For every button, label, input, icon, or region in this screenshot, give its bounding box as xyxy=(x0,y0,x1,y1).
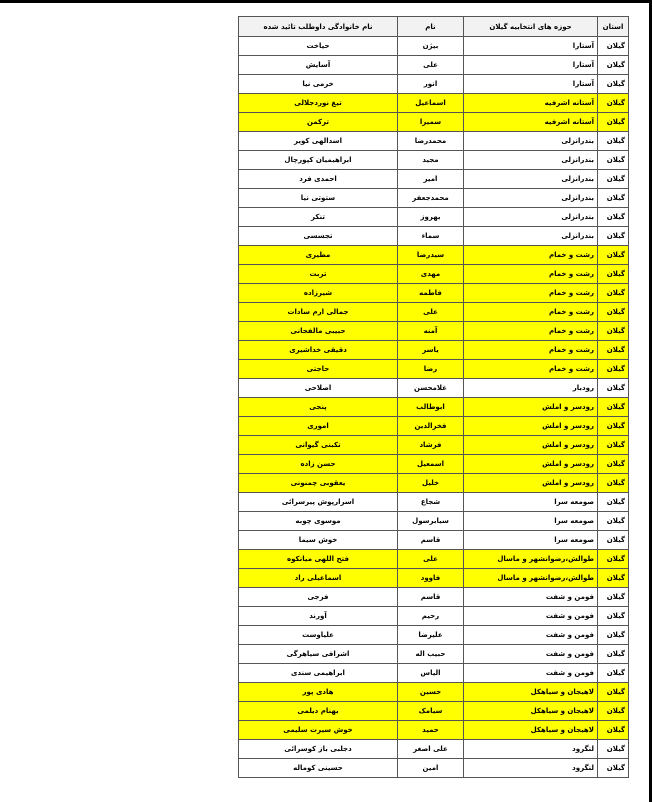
table-row xyxy=(239,113,629,132)
cell-first-name: محمدرضا xyxy=(398,132,464,151)
cell-first-name: آمنه xyxy=(398,322,464,341)
table-row xyxy=(239,645,629,664)
cell-first-name: امیر xyxy=(398,170,464,189)
cell-province: گیلان xyxy=(598,75,629,94)
cell-first-name: علی xyxy=(398,550,464,569)
cell-family-name: بهنام دیلمی xyxy=(239,702,398,721)
cell-province: گیلان xyxy=(598,132,629,151)
cell-province: گیلان xyxy=(598,303,629,322)
cell-province: گیلان xyxy=(598,189,629,208)
table-row xyxy=(239,94,629,113)
cell-province: گیلان xyxy=(598,227,629,246)
cell-district: بندرانزلی xyxy=(464,208,598,227)
cell-province: گیلان xyxy=(598,246,629,265)
cell-province: گیلان xyxy=(598,607,629,626)
cell-first-name: بیژن xyxy=(398,37,464,56)
header-province: استان xyxy=(598,17,629,37)
cell-first-name: فرشاد xyxy=(398,436,464,455)
table-row xyxy=(239,303,629,322)
cell-district: لاهیجان و سیاهکل xyxy=(464,721,598,740)
cell-first-name: مجید xyxy=(398,151,464,170)
cell-district: رشت و خمام xyxy=(464,265,598,284)
cell-district: رشت و خمام xyxy=(464,303,598,322)
header-family-name: نام خانوادگی داوطلب تائید شده xyxy=(239,17,398,37)
cell-family-name: تیغ نوردجلالی xyxy=(239,94,398,113)
cell-family-name: فتح اللهی میانکوه xyxy=(239,550,398,569)
cell-district: فومن و شفت xyxy=(464,588,598,607)
table-row xyxy=(239,436,629,455)
cell-first-name: حبیب اله xyxy=(398,645,464,664)
cell-district: رودبار xyxy=(464,379,598,398)
cell-family-name: موسوی چوبه xyxy=(239,512,398,531)
table-body xyxy=(239,37,629,778)
cell-family-name: ترکمن xyxy=(239,113,398,132)
cell-family-name: حاجتی xyxy=(239,360,398,379)
table-row xyxy=(239,284,629,303)
cell-district: بندرانزلی xyxy=(464,189,598,208)
cell-district: صومعه سرا xyxy=(464,493,598,512)
cell-province: گیلان xyxy=(598,151,629,170)
cell-province: گیلان xyxy=(598,550,629,569)
table-row xyxy=(239,208,629,227)
table-row xyxy=(239,588,629,607)
candidates-table xyxy=(238,16,629,778)
table-row xyxy=(239,265,629,284)
table-row xyxy=(239,474,629,493)
cell-family-name: اسدالهی کویر xyxy=(239,132,398,151)
cell-family-name: شیرزاده xyxy=(239,284,398,303)
cell-province: گیلان xyxy=(598,626,629,645)
cell-province: گیلان xyxy=(598,56,629,75)
cell-family-name: اسماعیلی راد xyxy=(239,569,398,588)
cell-family-name: تربت xyxy=(239,265,398,284)
cell-district: صومعه سرا xyxy=(464,531,598,550)
cell-province: گیلان xyxy=(598,683,629,702)
table-row xyxy=(239,322,629,341)
table-row xyxy=(239,398,629,417)
cell-family-name: فرجی xyxy=(239,588,398,607)
table-row xyxy=(239,75,629,94)
table-row xyxy=(239,379,629,398)
cell-district: رشت و خمام xyxy=(464,322,598,341)
cell-first-name: بهروز xyxy=(398,208,464,227)
cell-district: لاهیجان و سیاهکل xyxy=(464,702,598,721)
cell-family-name: دقیقی خداشیری xyxy=(239,341,398,360)
table-row xyxy=(239,360,629,379)
cell-family-name: حسن زاده xyxy=(239,455,398,474)
cell-district: بندرانزلی xyxy=(464,227,598,246)
candidates-sheet xyxy=(238,16,628,778)
cell-family-name: حیاخت xyxy=(239,37,398,56)
cell-district: طوالش،رضوانشهر و ماسال xyxy=(464,569,598,588)
cell-first-name: حمید xyxy=(398,721,464,740)
cell-family-name: خوش سیرت سلیمی xyxy=(239,721,398,740)
cell-province: گیلان xyxy=(598,379,629,398)
table-row xyxy=(239,56,629,75)
cell-first-name: قاسم xyxy=(398,531,464,550)
table-row xyxy=(239,132,629,151)
cell-family-name: یعقوبی چمنونی xyxy=(239,474,398,493)
cell-district: رشت و خمام xyxy=(464,341,598,360)
cell-first-name: امین xyxy=(398,759,464,778)
cell-family-name: اسرارپوش پیرسرائی xyxy=(239,493,398,512)
table-row xyxy=(239,721,629,740)
table-row xyxy=(239,417,629,436)
table-row xyxy=(239,569,629,588)
table-row xyxy=(239,341,629,360)
table-row xyxy=(239,151,629,170)
table-row xyxy=(239,170,629,189)
cell-first-name: رحیم xyxy=(398,607,464,626)
cell-first-name: فخرالدین xyxy=(398,417,464,436)
cell-family-name: حبیبی مالفجانی xyxy=(239,322,398,341)
table-row xyxy=(239,246,629,265)
cell-province: گیلان xyxy=(598,417,629,436)
cell-family-name: تجسسی xyxy=(239,227,398,246)
cell-family-name: تنکر xyxy=(239,208,398,227)
cell-first-name: علی xyxy=(398,303,464,322)
cell-district: آستانه اشرفیه xyxy=(464,113,598,132)
cell-district: آستارا xyxy=(464,56,598,75)
cell-first-name: مهدی xyxy=(398,265,464,284)
cell-province: گیلان xyxy=(598,208,629,227)
cell-province: گیلان xyxy=(598,436,629,455)
table-row xyxy=(239,512,629,531)
cell-family-name: خوش سیما xyxy=(239,531,398,550)
cell-province: گیلان xyxy=(598,37,629,56)
cell-family-name: آورند xyxy=(239,607,398,626)
table-row xyxy=(239,664,629,683)
cell-first-name: شجاع xyxy=(398,493,464,512)
cell-first-name: سیامک xyxy=(398,702,464,721)
cell-family-name: اصلاحی xyxy=(239,379,398,398)
cell-district: فومن و شفت xyxy=(464,664,598,683)
cell-first-name: یاسر xyxy=(398,341,464,360)
cell-province: گیلان xyxy=(598,512,629,531)
cell-first-name: سیدرضا xyxy=(398,246,464,265)
cell-province: گیلان xyxy=(598,702,629,721)
cell-first-name: فاطمه xyxy=(398,284,464,303)
cell-family-name: ستوتی نیا xyxy=(239,189,398,208)
cell-province: گیلان xyxy=(598,341,629,360)
cell-province: گیلان xyxy=(598,531,629,550)
cell-family-name: جمالی ارم سادات xyxy=(239,303,398,322)
cell-first-name: سماء xyxy=(398,227,464,246)
cell-province: گیلان xyxy=(598,740,629,759)
cell-district: آستارا xyxy=(464,75,598,94)
table-row xyxy=(239,683,629,702)
table-row xyxy=(239,531,629,550)
cell-province: گیلان xyxy=(598,284,629,303)
cell-province: گیلان xyxy=(598,94,629,113)
cell-district: بندرانزلی xyxy=(464,170,598,189)
cell-district: رشت و خمام xyxy=(464,284,598,303)
cell-family-name: هادی پور xyxy=(239,683,398,702)
cell-district: فومن و شفت xyxy=(464,626,598,645)
cell-first-name: سیابرسول xyxy=(398,512,464,531)
table-row xyxy=(239,702,629,721)
cell-province: گیلان xyxy=(598,322,629,341)
cell-first-name: غلامحسن xyxy=(398,379,464,398)
top-border xyxy=(0,0,652,3)
cell-family-name: احمدی فرد xyxy=(239,170,398,189)
cell-district: رودسر و املش xyxy=(464,398,598,417)
cell-first-name: قاسم xyxy=(398,588,464,607)
cell-district: بندرانزلی xyxy=(464,151,598,170)
cell-first-name: علی اصغر xyxy=(398,740,464,759)
cell-first-name: اسمعیل xyxy=(398,455,464,474)
cell-province: گیلان xyxy=(598,113,629,132)
cell-family-name: اشرافی سیاهرگی xyxy=(239,645,398,664)
cell-district: رودسر و املش xyxy=(464,417,598,436)
cell-family-name: پنجی xyxy=(239,398,398,417)
cell-first-name: رضا xyxy=(398,360,464,379)
cell-district: رودسر و املش xyxy=(464,455,598,474)
cell-province: گیلان xyxy=(598,398,629,417)
table-row xyxy=(239,189,629,208)
cell-first-name: خلیل xyxy=(398,474,464,493)
cell-district: طوالش،رضوانشهر و ماسال xyxy=(464,550,598,569)
table-row xyxy=(239,626,629,645)
cell-family-name: خرمی نیا xyxy=(239,75,398,94)
table-row xyxy=(239,227,629,246)
cell-family-name: ابراهیمیان کپورچال xyxy=(239,151,398,170)
cell-first-name: الیاس xyxy=(398,664,464,683)
table-row xyxy=(239,607,629,626)
cell-district: صومعه سرا xyxy=(464,512,598,531)
cell-district: آستانه اشرفیه xyxy=(464,94,598,113)
cell-province: گیلان xyxy=(598,474,629,493)
cell-province: گیلان xyxy=(598,588,629,607)
cell-first-name: علی xyxy=(398,56,464,75)
cell-district: فومن و شفت xyxy=(464,607,598,626)
table-header-row xyxy=(239,17,629,37)
cell-province: گیلان xyxy=(598,664,629,683)
cell-district: رودسر و املش xyxy=(464,436,598,455)
cell-district: رشت و خمام xyxy=(464,246,598,265)
cell-family-name: اموری xyxy=(239,417,398,436)
cell-first-name: محمدجعفر xyxy=(398,189,464,208)
cell-province: گیلان xyxy=(598,759,629,778)
cell-province: گیلان xyxy=(598,455,629,474)
cell-district: رشت و خمام xyxy=(464,360,598,379)
cell-first-name: علیرضا xyxy=(398,626,464,645)
table-row xyxy=(239,37,629,56)
table-row xyxy=(239,550,629,569)
cell-family-name: آسایش xyxy=(239,56,398,75)
cell-province: گیلان xyxy=(598,170,629,189)
cell-first-name: انور xyxy=(398,75,464,94)
cell-district: رودسر و املش xyxy=(464,474,598,493)
cell-first-name: فاوود xyxy=(398,569,464,588)
table-row xyxy=(239,455,629,474)
header-first-name: نام xyxy=(398,17,464,37)
table-row xyxy=(239,740,629,759)
cell-district: آستارا xyxy=(464,37,598,56)
cell-province: گیلان xyxy=(598,265,629,284)
cell-district: لاهیجان و سیاهکل xyxy=(464,683,598,702)
cell-family-name: ابراهیمی سندی xyxy=(239,664,398,683)
cell-district: بندرانزلی xyxy=(464,132,598,151)
cell-first-name: سمیرا xyxy=(398,113,464,132)
cell-family-name: دجلبی باز کوسرائی xyxy=(239,740,398,759)
cell-first-name: ابوطالب xyxy=(398,398,464,417)
cell-province: گیلان xyxy=(598,721,629,740)
cell-family-name: تکبنی گیوانی xyxy=(239,436,398,455)
cell-province: گیلان xyxy=(598,360,629,379)
table-row xyxy=(239,759,629,778)
cell-family-name: علیاوست xyxy=(239,626,398,645)
cell-province: گیلان xyxy=(598,645,629,664)
table-row xyxy=(239,493,629,512)
cell-first-name: حسین xyxy=(398,683,464,702)
cell-province: گیلان xyxy=(598,569,629,588)
header-district: حوزه های انتخابیه گیلان xyxy=(464,17,598,37)
cell-first-name: اسماعیل xyxy=(398,94,464,113)
cell-district: لنگرود xyxy=(464,740,598,759)
cell-family-name: حسینی کوماله xyxy=(239,759,398,778)
cell-family-name: مطیری xyxy=(239,246,398,265)
cell-province: گیلان xyxy=(598,493,629,512)
cell-district: فومن و شفت xyxy=(464,645,598,664)
cell-district: لنگرود xyxy=(464,759,598,778)
